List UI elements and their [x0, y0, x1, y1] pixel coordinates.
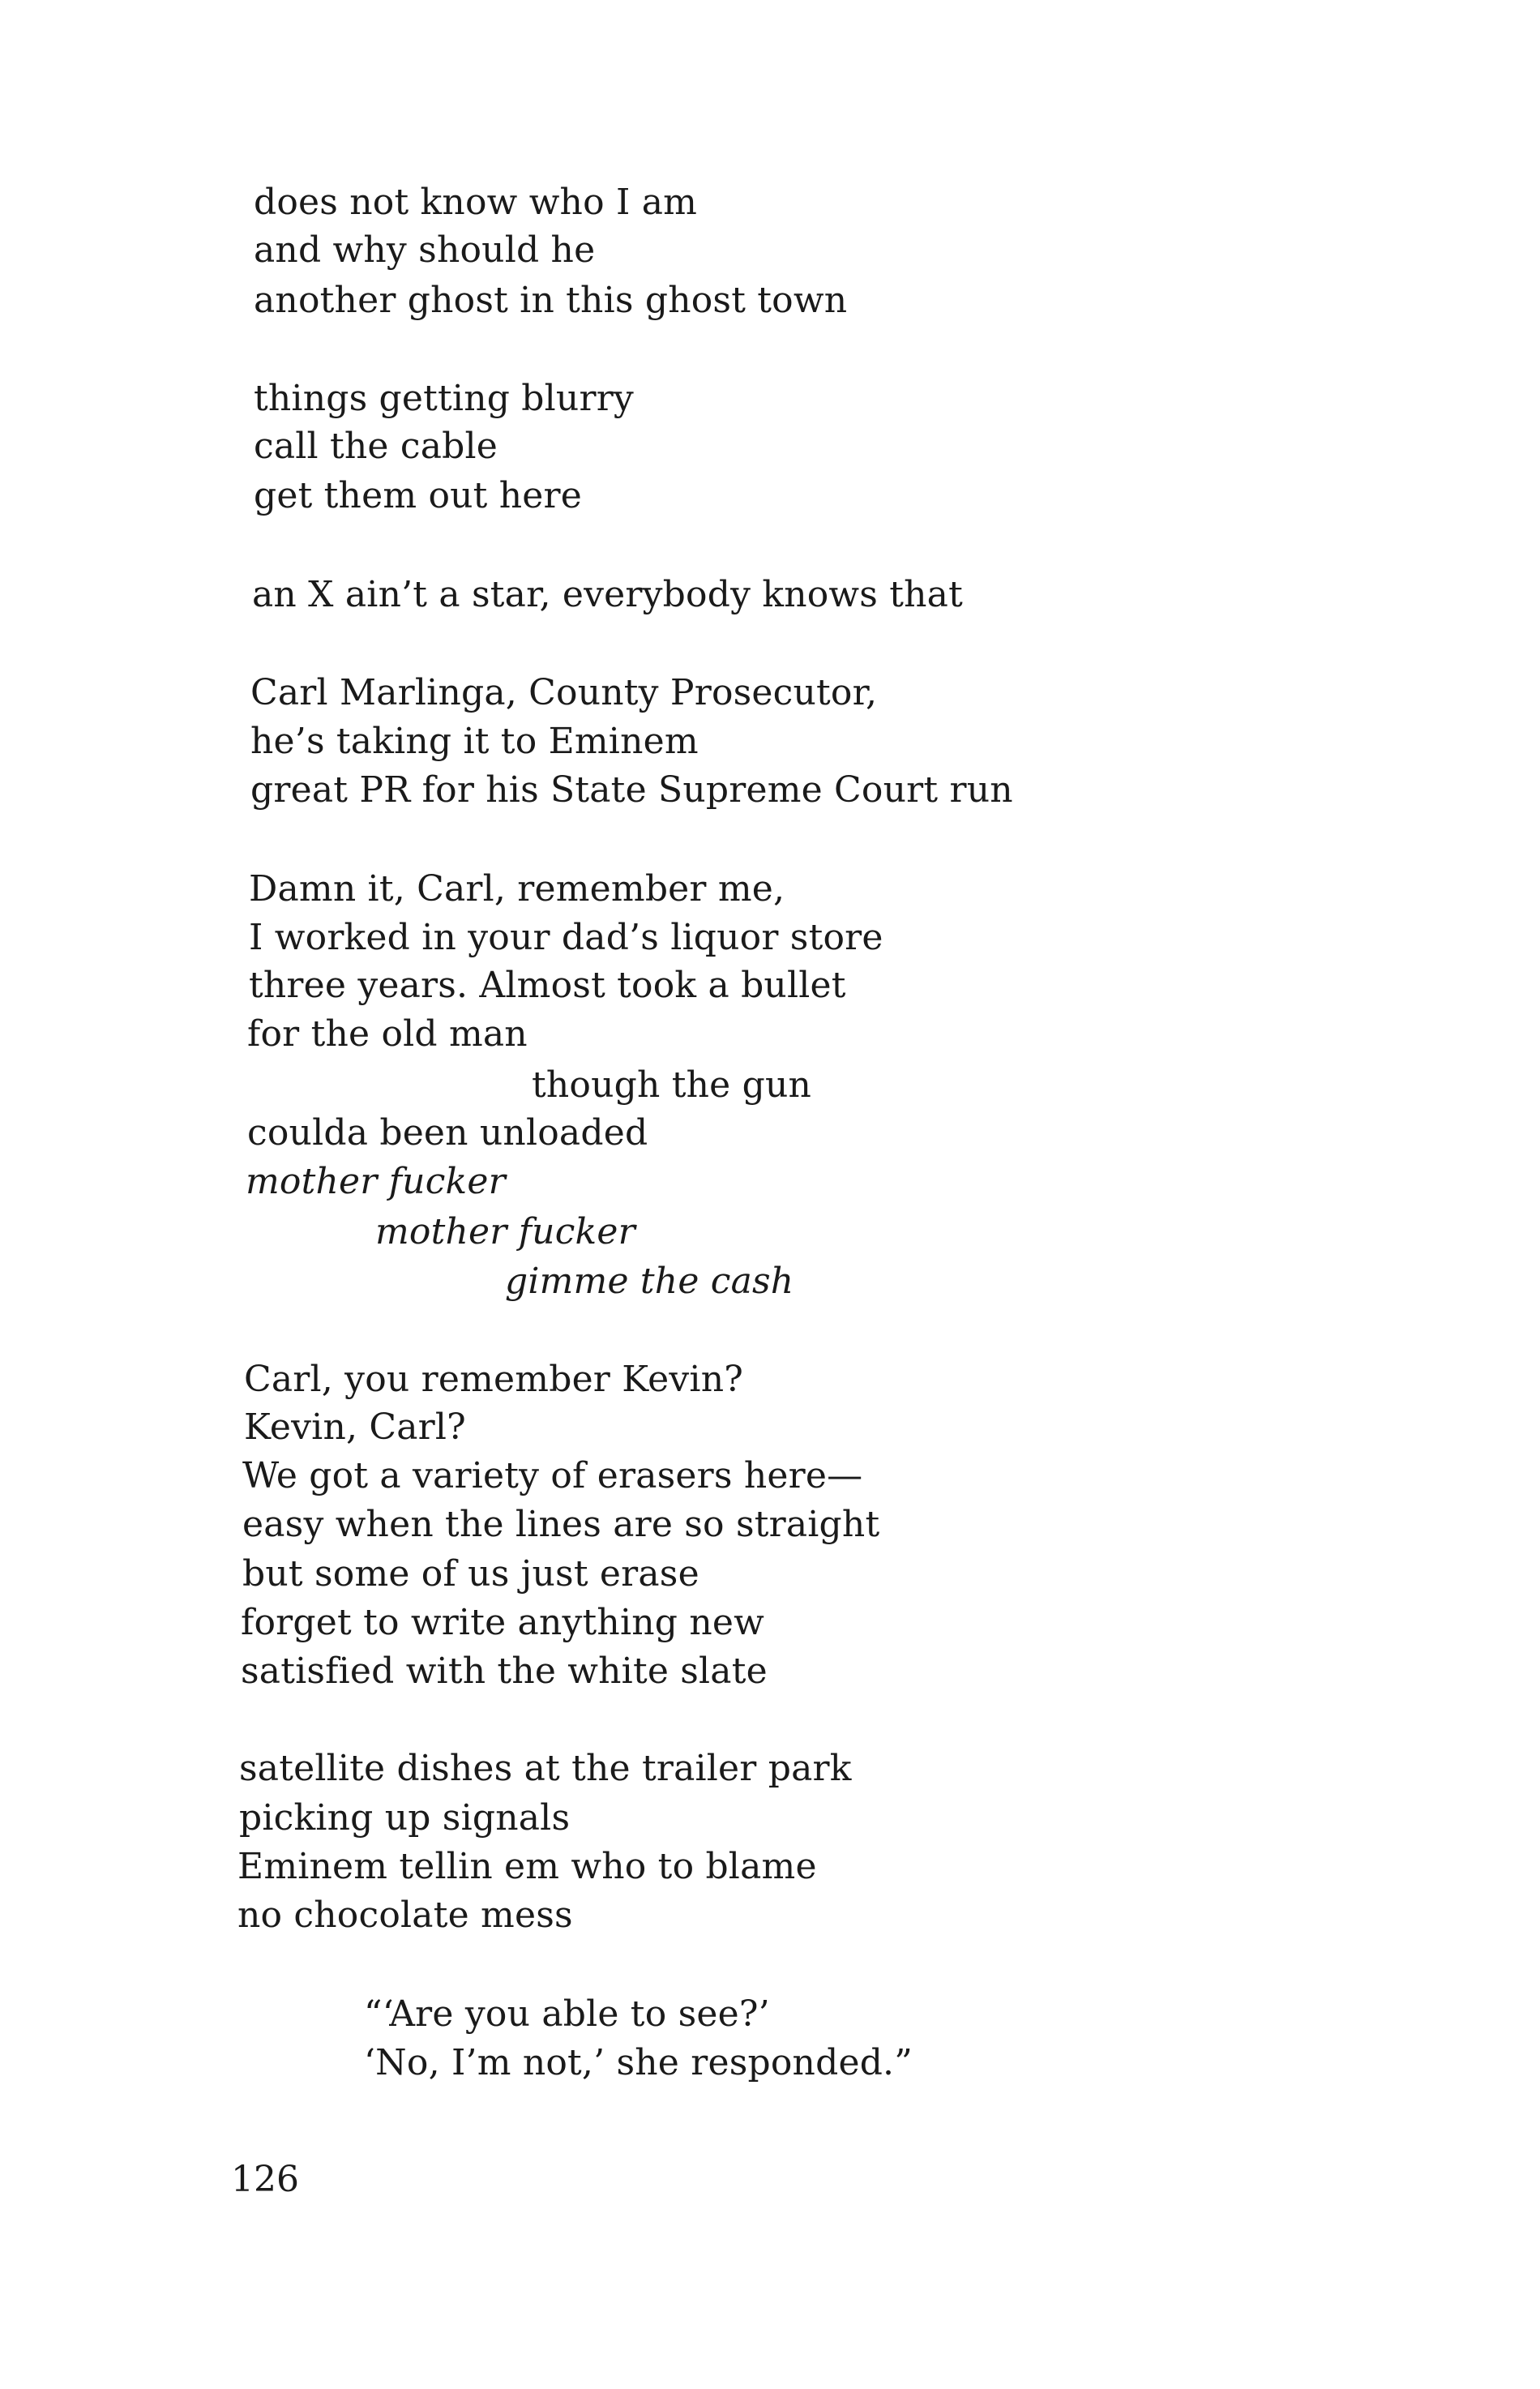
poem-line: does not know who I am [254, 182, 698, 223]
poem-line: satellite dishes at the trailer park [239, 1748, 852, 1789]
poem-line: coulda been unloaded [247, 1112, 648, 1154]
poem-line: satisfied with the white slate [241, 1650, 768, 1692]
poem-quote-line: “‘Are you able to see?’ [364, 1993, 770, 2035]
poem-line: Carl Marlinga, County Prosecutor, [250, 672, 878, 713]
poem-line: We got a variety of erasers here— [242, 1455, 863, 1496]
poem-line: Damn it, Carl, remember me, [249, 868, 785, 910]
poem-line: forget to write anything new [241, 1602, 764, 1643]
poem-line: call the cable [254, 426, 498, 467]
poem-line: another ghost in this ghost town [254, 280, 848, 321]
poem-line: Carl, you remember Kevin? [244, 1359, 744, 1400]
poem-line: Eminem tellin em who to blame [237, 1846, 817, 1887]
poem-line: and why should he [254, 229, 596, 271]
poem-line: get them out here [254, 475, 582, 516]
poem-line-italic-indented: gimme the cash [505, 1261, 794, 1302]
poem-line: easy when the lines are so straight [242, 1504, 880, 1545]
poem-line: great PR for his State Supreme Court run [250, 769, 1013, 811]
poem-line: but some of us just erase [242, 1553, 699, 1595]
poem-line: three years. Almost took a bullet [249, 965, 846, 1006]
page-number: 126 [231, 2159, 299, 2200]
poem-quote-line: ‘No, I’m not,’ she responded.” [364, 2042, 913, 2083]
poem-line: Kevin, Carl? [244, 1406, 466, 1448]
poem-line: he’s taking it to Eminem [250, 721, 699, 762]
poem-line-italic-indented: mother fucker [375, 1211, 635, 1252]
poem-line: for the old man [247, 1013, 528, 1055]
poem-line: picking up signals [239, 1797, 571, 1839]
poem-line: things getting blurry [254, 378, 634, 419]
poem-line-italic: mother fucker [246, 1161, 506, 1202]
poem-line: an X ain’t a star, everybody knows that [252, 574, 963, 615]
poem-line: I worked in your dad’s liquor store [249, 917, 883, 958]
poem-line: no chocolate mess [237, 1895, 573, 1936]
poem-line-indented: though the gun [532, 1064, 812, 1106]
